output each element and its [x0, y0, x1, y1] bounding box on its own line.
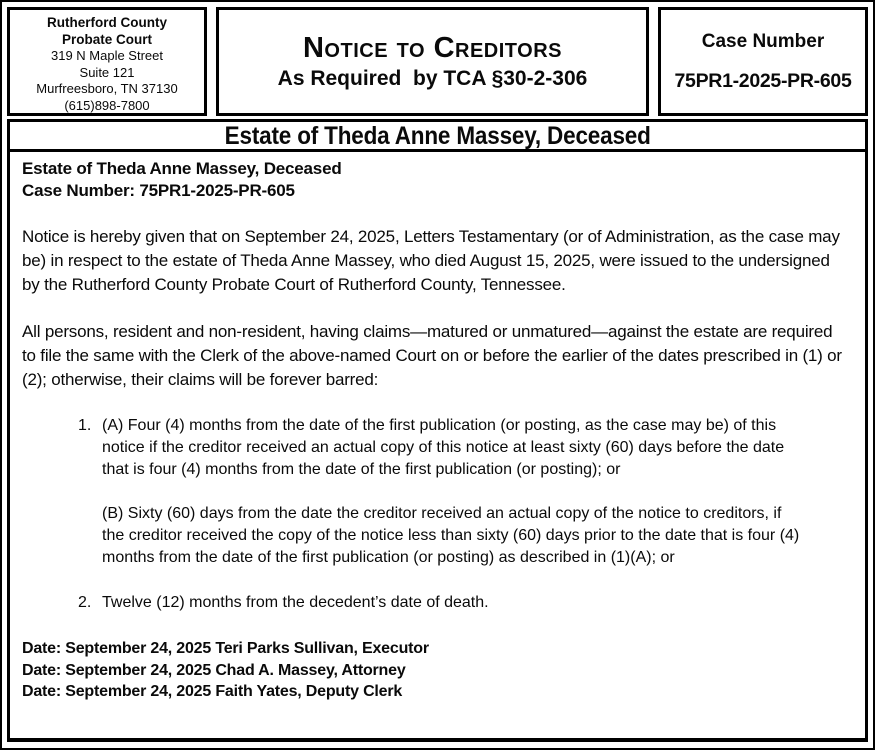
notice-body-content [10, 152, 865, 703]
court-address-city: Murfreesboro, TN 37130 [36, 81, 178, 96]
letters-issued-paragraph: Notice is hereby given that on September 24, 2025, Letters Testamentary (or of Administration, as the case may be) in respect to the estate of Theda Anne Massey, who died August 15, 2025, were issued to the undersigned by the Rutherford County Probate Court of Rutherford County, Tennessee. [22, 227, 840, 294]
signature-date-block [22, 638, 849, 703]
estate-title-bar [10, 122, 865, 152]
notice-title: Notice to Creditors [302, 31, 562, 64]
list-item-2 [22, 592, 849, 614]
notice-statute-subtitle: As Required by TCA §30-2-306 [277, 66, 588, 90]
estate-title-text: Estate of Theda Anne Massey, Deceased [224, 122, 651, 150]
list-item-1a-paragraph: (A) Four (4) months from the date of the first publication (or posting, as the case may be) of this notice if the creditor received an actual copy of this notice at least sixty (60) days before the date that is four (4) months from the date of the first publication (or posting); or [102, 417, 785, 478]
document-header [7, 7, 868, 116]
date-line-attorney: Date: September 24, 2025 Chad A. Massey, Attorney [22, 661, 406, 679]
court-name-line2: Probate Court [61, 31, 152, 47]
list-item-2-paragraph: Twelve (12) months from the decedent’s date of death. [102, 594, 489, 611]
notice-title-box [216, 7, 649, 116]
court-name-line1: Rutherford County [47, 15, 167, 30]
case-number-label: Case Number [701, 30, 825, 52]
list-number-2: 2. [78, 594, 92, 611]
estate-name-line: Estate of Theda Anne Massey, Deceased [22, 159, 342, 178]
court-address-suite: Suite 121 [79, 64, 135, 80]
claims-requirement-paragraph: All persons, resident and non-resident, having claims—matured or unmatured—against the estate are required to file the same with the Clerk of the above-named Court on or before the earlier of the dates prescribed in (1) or (2); otherwise, their claims will be forever barred: [22, 322, 842, 389]
list-item-2-body [102, 592, 849, 614]
case-number-line: Case Number: 75PR1-2025-PR-605 [22, 181, 295, 200]
date-line-executor: Date: September 24, 2025 Teri Parks Sullivan, Executor [22, 640, 429, 657]
case-number-box [658, 7, 868, 116]
list-item-1b-paragraph: (B) Sixty (60) days from the date the creditor received an actual copy of the notice to creditors, if the creditor received the copy of the notice less than sixty (60) days prior to the date that is four (4) months from the date of the first publication (or posting) as described in (1)(A); or [102, 505, 800, 566]
case-number-value: 75PR1-2025-PR-605 [674, 69, 852, 92]
list-item-1 [22, 415, 849, 569]
notice-body-box [7, 119, 868, 742]
list-number-1: 1. [78, 417, 92, 434]
court-address-box [7, 7, 207, 116]
court-address-street: 319 N Maple Street [50, 48, 163, 63]
date-line-deputy-clerk: Date: September 24, 2025 Faith Yates, Deputy Clerk [22, 683, 403, 700]
list-item-1-body [102, 415, 849, 569]
court-phone: (615)898-7800 [64, 97, 150, 113]
